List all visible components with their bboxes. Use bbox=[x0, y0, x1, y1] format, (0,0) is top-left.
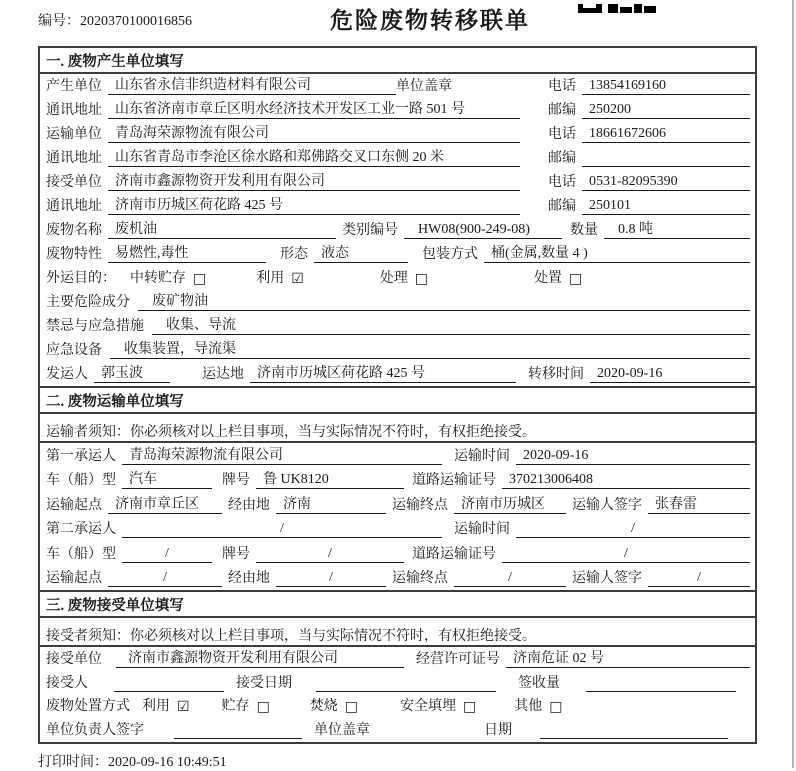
row-accept bbox=[40, 671, 755, 695]
receive-unit-value: 济南市鑫源物资开发利用有限公司 bbox=[116, 647, 404, 668]
receiver-address-value: 济南市历城区荷花路 425 号 bbox=[108, 194, 520, 215]
receiver-phone-value: 0531-82095390 bbox=[582, 174, 750, 191]
accept-date-value bbox=[316, 675, 496, 692]
row-purpose bbox=[40, 266, 755, 290]
option-label: 处理 bbox=[379, 271, 408, 286]
option-label: 贮存 bbox=[221, 699, 250, 715]
row-waste-name bbox=[40, 218, 755, 242]
transporter-phone-label: 电话 bbox=[548, 127, 576, 142]
receiver-zip-value: 250101 bbox=[582, 198, 750, 215]
waste-props-value: 易燃性,毒性 bbox=[108, 242, 266, 263]
transfer-time-label: 转移时间 bbox=[528, 367, 584, 382]
serial-value: 2020370100016856 bbox=[80, 14, 192, 29]
date-value bbox=[540, 722, 728, 739]
transporter-label: 运输单位 bbox=[46, 127, 102, 142]
qr-code-fragment bbox=[578, 0, 656, 18]
transport-notice: 运输者须知：你必须核对以上栏目事项，当与实际情况不符时，有权拒绝接受。 bbox=[40, 414, 755, 443]
route-start-2-value: / bbox=[108, 570, 222, 587]
route-start-2-label: 运输起点 bbox=[46, 571, 102, 586]
road-cert-value: 370213006408 bbox=[502, 472, 750, 489]
producer-phone-value: 13854169160 bbox=[582, 78, 750, 95]
producer-zip-value: 250200 bbox=[582, 102, 750, 119]
waste-props-label: 废物特性 bbox=[46, 247, 102, 262]
option-label: 焚烧 bbox=[309, 699, 338, 715]
route-via-value: 济南 bbox=[276, 493, 386, 514]
disposal-label: 废物处置方式 bbox=[46, 699, 130, 715]
vehicle-type-2-label: 车（船）型 bbox=[46, 546, 116, 562]
option-label: 安全填埋 bbox=[400, 699, 457, 715]
row-transporter bbox=[40, 122, 755, 146]
row-receive-unit bbox=[40, 647, 755, 671]
waste-code-value: HW08(900-249-08) bbox=[404, 222, 562, 239]
equipment-label: 应急设备 bbox=[46, 343, 102, 358]
receiver-zip-label: 邮编 bbox=[548, 199, 576, 214]
purpose-option-treat bbox=[380, 267, 428, 287]
producer-address-label: 通讯地址 bbox=[46, 103, 102, 118]
road-cert-2-label: 道路运输证号 bbox=[412, 546, 496, 562]
page-title: 危险废物转移联单 bbox=[330, 8, 530, 33]
road-cert-label: 道路运输证号 bbox=[412, 473, 496, 488]
receive-unit-label: 接受单位 bbox=[46, 651, 102, 667]
transfer-time-value: 2020-09-16 bbox=[590, 366, 750, 383]
waste-name-label: 废物名称 bbox=[46, 223, 102, 238]
transport-time-2-value: / bbox=[516, 521, 750, 538]
dispatcher-value: 郭玉波 bbox=[94, 362, 170, 383]
unit-seal-label: 单位盖章 bbox=[314, 723, 370, 739]
received-qty-label: 签收量 bbox=[518, 675, 560, 691]
row-receiver bbox=[40, 170, 755, 194]
receiver-label: 接受单位 bbox=[46, 175, 102, 190]
checkbox-unchecked-icon: □ bbox=[256, 699, 270, 716]
section-receive-header: 三. 废物接受单位填写 bbox=[40, 590, 755, 618]
waste-qty-label: 数量 bbox=[570, 223, 598, 238]
seal-label: 单位盖章 bbox=[396, 79, 452, 94]
print-time-label: 打印时间： bbox=[38, 755, 108, 770]
row-producer bbox=[40, 74, 755, 98]
producer-zip-label: 邮编 bbox=[548, 103, 576, 118]
receive-notice: 接受者须知：你必须核对以上栏目事项，当与实际情况不符时，有权拒绝接受。 bbox=[40, 618, 755, 647]
transporter-zip-value bbox=[582, 150, 750, 167]
row-second-carrier bbox=[40, 517, 755, 542]
transporter-value: 青岛海荣源物流有限公司 bbox=[108, 122, 520, 143]
purpose-label: 外运目的： bbox=[46, 271, 116, 286]
waste-form-value: 液态 bbox=[314, 242, 408, 263]
row-route-2 bbox=[40, 566, 755, 591]
route-via-2-label: 经由地 bbox=[228, 571, 270, 586]
purpose-option-transfer-storage bbox=[130, 267, 206, 287]
row-taboo-measures bbox=[40, 314, 755, 338]
plate-2-label: 牌号 bbox=[222, 546, 250, 562]
manifest-form bbox=[38, 46, 757, 744]
disposal-option-incinerate bbox=[310, 695, 358, 715]
responsible-sign-value bbox=[174, 722, 302, 739]
disposal-option-utilize bbox=[142, 695, 190, 715]
transport-time-2-label: 运输时间 bbox=[454, 522, 510, 537]
row-vehicle-2 bbox=[40, 541, 755, 566]
checkbox-checked-icon: ☑ bbox=[177, 699, 190, 716]
producer-phone-label: 电话 bbox=[548, 79, 576, 94]
vehicle-type-2-value: / bbox=[122, 546, 212, 563]
route-end-2-label: 运输终点 bbox=[392, 571, 448, 586]
route-end-2-value: / bbox=[454, 570, 566, 587]
option-label: 其他 bbox=[514, 699, 543, 715]
waste-form-label: 形态 bbox=[280, 247, 308, 262]
accept-date-label: 接受日期 bbox=[236, 675, 292, 691]
checkbox-unchecked-icon: □ bbox=[414, 271, 429, 287]
carrier-sign-label: 运输人签字 bbox=[572, 497, 642, 513]
checkbox-unchecked-icon: □ bbox=[549, 699, 563, 716]
transporter-zip-label: 邮编 bbox=[548, 151, 576, 166]
road-cert-2-value: / bbox=[502, 546, 750, 563]
carrier-sign-2-label: 运输人签字 bbox=[572, 571, 642, 586]
vehicle-type-label: 车（船）型 bbox=[46, 473, 116, 488]
row-emergency-equipment bbox=[40, 338, 755, 362]
received-qty-value bbox=[586, 675, 736, 692]
option-label: 中转贮存 bbox=[130, 271, 186, 286]
route-start-label: 运输起点 bbox=[46, 497, 102, 513]
waste-qty-value: 0.8 吨 bbox=[604, 218, 750, 239]
section-transport-header: 二. 废物运输单位填写 bbox=[40, 386, 755, 414]
route-via-label: 经由地 bbox=[228, 497, 270, 513]
producer-value: 山东省永信非织造材料有限公司 bbox=[108, 74, 396, 95]
waste-name-value: 废机油 bbox=[108, 218, 336, 239]
section-receive bbox=[40, 590, 755, 742]
destination-value: 济南市历城区荷花路 425 号 bbox=[250, 362, 516, 383]
producer-label: 产生单位 bbox=[46, 79, 102, 94]
transporter-phone-value: 18661672606 bbox=[582, 126, 750, 143]
serial-number bbox=[38, 10, 192, 30]
carrier-sign-value: 张春雷 bbox=[648, 493, 750, 514]
section-producer-header: 一. 废物产生单位填写 bbox=[40, 48, 755, 74]
row-first-carrier bbox=[40, 443, 755, 468]
print-time-value: 2020-09-16 10:49:51 bbox=[108, 755, 227, 770]
option-label: 处置 bbox=[534, 271, 563, 286]
checkbox-unchecked-icon: □ bbox=[193, 271, 207, 287]
second-carrier-value: / bbox=[122, 521, 442, 538]
section-transport bbox=[40, 386, 755, 590]
disposal-option-landfill bbox=[400, 695, 476, 715]
vehicle-type-value: 汽车 bbox=[122, 468, 212, 489]
checkbox-unchecked-icon: □ bbox=[463, 699, 477, 716]
row-hazard-components bbox=[40, 290, 755, 314]
print-time bbox=[38, 751, 227, 771]
first-carrier-value: 青岛海荣源物流有限公司 bbox=[122, 444, 442, 465]
transport-time-label: 运输时间 bbox=[454, 448, 510, 464]
dispatcher-label: 发运人 bbox=[46, 367, 88, 382]
receiver-address-label: 通讯地址 bbox=[46, 199, 102, 214]
section-producer bbox=[40, 48, 755, 386]
route-via-2-value: / bbox=[276, 570, 386, 587]
purpose-option-dispose bbox=[534, 267, 582, 287]
transporter-address-label: 通讯地址 bbox=[46, 151, 102, 166]
waste-pack-label: 包装方式 bbox=[422, 247, 478, 262]
receiver-phone-label: 电话 bbox=[548, 175, 576, 190]
hazard-label: 主要危险成分 bbox=[46, 295, 130, 310]
row-producer-address bbox=[40, 98, 755, 122]
transporter-address-value: 山东省青岛市李沧区徐水路和郑佛路交叉口东侧 20 米 bbox=[108, 146, 520, 167]
disposal-option-storage bbox=[222, 695, 270, 715]
row-responsible-sign bbox=[40, 718, 755, 742]
page-edge-line bbox=[792, 0, 794, 768]
plate-value: 鲁 UK8120 bbox=[256, 468, 404, 489]
carrier-sign-2-value: / bbox=[648, 570, 750, 587]
checkbox-unchecked-icon: □ bbox=[344, 699, 359, 716]
route-end-label: 运输终点 bbox=[392, 497, 448, 513]
option-label: 利用 bbox=[256, 271, 285, 286]
acceptor-label: 接受人 bbox=[46, 675, 88, 691]
row-receiver-address bbox=[40, 194, 755, 218]
row-disposal-method bbox=[40, 695, 755, 719]
plate-label: 牌号 bbox=[222, 473, 250, 488]
route-start-value: 济南市章丘区 bbox=[108, 493, 222, 514]
taboo-label: 禁忌与应急措施 bbox=[46, 319, 144, 334]
row-waste-properties bbox=[40, 242, 755, 266]
row-dispatch bbox=[40, 362, 755, 386]
first-carrier-label: 第一承运人 bbox=[46, 448, 116, 464]
acceptor-value bbox=[114, 675, 224, 692]
equipment-value: 收集装置，导流渠 bbox=[110, 338, 750, 359]
purpose-option-utilize bbox=[256, 267, 304, 287]
license-value: 济南危证 02 号 bbox=[506, 647, 750, 668]
responsible-sign-label: 单位负责人签字 bbox=[46, 723, 144, 739]
waste-pack-value: 桶(金属,数量 4 ) bbox=[484, 242, 750, 263]
second-carrier-label: 第二承运人 bbox=[46, 522, 116, 537]
plate-2-value: / bbox=[256, 546, 404, 563]
destination-label: 运达地 bbox=[202, 367, 244, 382]
hazard-value: 废矿物油 bbox=[138, 290, 750, 311]
waste-code-label: 类别编号 bbox=[342, 223, 398, 238]
receiver-value: 济南市鑫源物资开发利用有限公司 bbox=[108, 170, 520, 191]
row-route-1 bbox=[40, 492, 755, 517]
serial-label: 编号： bbox=[38, 14, 80, 29]
transport-time-value: 2020-09-16 bbox=[516, 448, 750, 465]
date-label: 日期 bbox=[484, 723, 512, 739]
option-label: 利用 bbox=[142, 699, 170, 715]
row-transporter-address bbox=[40, 146, 755, 170]
license-label: 经营许可证号 bbox=[416, 651, 500, 667]
checkbox-checked-icon: ☑ bbox=[291, 271, 304, 287]
route-end-value: 济南市历城区 bbox=[454, 493, 566, 514]
checkbox-unchecked-icon: □ bbox=[569, 271, 583, 287]
taboo-value: 收集、导流 bbox=[152, 314, 750, 335]
row-vehicle-1 bbox=[40, 468, 755, 493]
disposal-option-other bbox=[514, 695, 562, 715]
producer-address-value: 山东省济南市章丘区明水经济技术开发区工业一路 501 号 bbox=[108, 98, 520, 119]
